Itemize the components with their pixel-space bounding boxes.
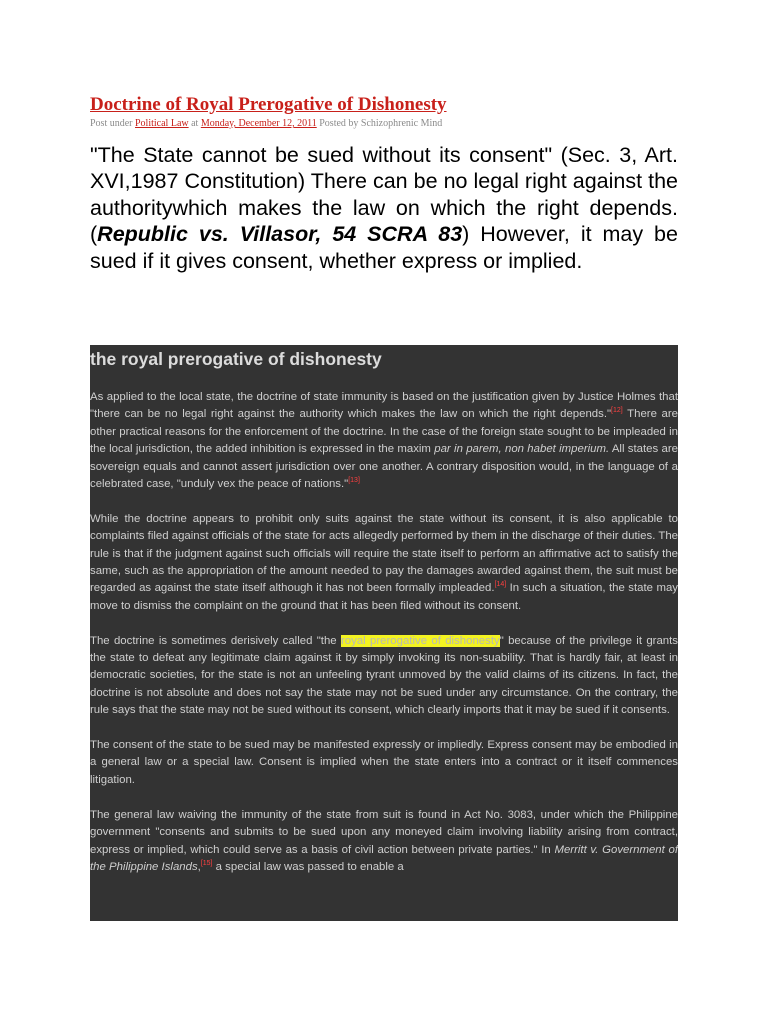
p1-text-b: There are other practical reasons for the enforcement of the doctrine. In the case of the foreign state sought to be impleaded in the local jurisdiction, the added inhibition is expressed in the maxim (90, 408, 678, 456)
footnote-13: [13] (348, 477, 360, 485)
article-paragraph-3 (90, 633, 678, 720)
latin-maxim: par in parem, non habet imperium. (434, 443, 610, 456)
p3-text-a: The doctrine is sometimes derisively called "the (90, 634, 341, 647)
footnote-15: [15] (200, 860, 213, 868)
article-paragraph-1 (90, 389, 678, 493)
meta-at: at (188, 118, 201, 129)
article-paragraph-2 (90, 511, 678, 615)
article-paragraph-4: The consent of the state to be sued may be manifested expressly or impliedly. Express consent may be embodied in a general law or a special law. Consent is implied when the state enters into a contract or it itself commences litigation. (90, 739, 678, 786)
p2-text-a: While the doctrine appears to prohibit only suits against the state without its consent, it is also applicable to complaints filed against officials of the state for acts allegedly performed by them in the discharge of their duties. The rule is that if the judgment against such officials will require the state itself to perform an affirmative act to satisfy the same, such as the appropriation of the amount needed to pay the damages awarded against them, the suit must be regarded as against the state itself although it has not been formally impleaded. (90, 512, 678, 595)
lead-paragraph (90, 142, 678, 274)
quoted-article-body (90, 389, 678, 894)
lead-citation: Republic vs. Villasor, 54 SCRA 83 (97, 222, 463, 247)
date-link[interactable]: Monday, December 12, 2011 (200, 118, 317, 129)
lead-text-1: "The State cannot be sued without its consent" (Sec. 3, Art. XVI,1987 Constitution) There can be no legal right against the authoritywhich makes the law on which the right depends. ( (90, 143, 678, 247)
category-link[interactable]: Political Law (135, 118, 189, 129)
post-title-link[interactable]: Doctrine of Royal Prerogative of Dishonesty (90, 94, 447, 115)
quoted-article-heading: the royal prerogative of dishonesty (90, 349, 382, 369)
p2-text-b: In such a situation, the state may move to dismiss the complaint on the ground that it has been filed without its consent. (90, 582, 678, 612)
article-paragraph-5 (90, 807, 678, 877)
lead-text-2: ) However, it may be sued if it gives consent, whether express or implied. (90, 222, 678, 273)
footnote-12: [12] (611, 407, 623, 415)
footnote-14: [14] (494, 581, 507, 589)
meta-prefix: Post under (90, 118, 135, 129)
p1-text-a: As applied to the local state, the doctrine of state immunity is based on the justification given by Justice Holmes that "there can be no legal right against the authority which makes the law on which the right depends." (90, 391, 678, 421)
p5-comma: , (197, 860, 201, 873)
p5-text-a: The general law waiving the immunity of the state from suit is found in Act No. 3083, under which the Philippine government "consents and submits to be sued upon any moneyed claim involving liability arising from contract, express or implied, which could serve as a basis of civil action between private parties." In (90, 808, 678, 856)
highlighted-phrase: royal prerogative of dishonesty (341, 634, 500, 647)
post-meta (90, 118, 442, 129)
p5-text-b: a special law was passed to enable a (212, 860, 404, 873)
case-name: Merritt v. Government of the Philippine Islands (90, 843, 678, 873)
p3-text-b: " because of the privilege it grants the state to defeat any legitimate claim against it by simply invoking its non-suability. That is hardly fair, at least in democratic societies, for the state is not an unfeeling tyrant unmoved by the valid claims of its citizens. In fact, the doctrine is not absolute and does not say the state may not be sued under any circumstance. On the contrary, the rule says that the state may not be sued without its consent, which clearly imports that it may be sued if it consents. (90, 634, 678, 717)
p1-text-c: All states are sovereign equals and cannot assert jurisdiction over one another. A contrary disposition would, in the language of a celebrated case, "unduly vex the peace of nations." (90, 443, 678, 491)
meta-author: Posted by Schizophrenic Mind (316, 118, 443, 129)
quoted-article-image (90, 345, 678, 921)
